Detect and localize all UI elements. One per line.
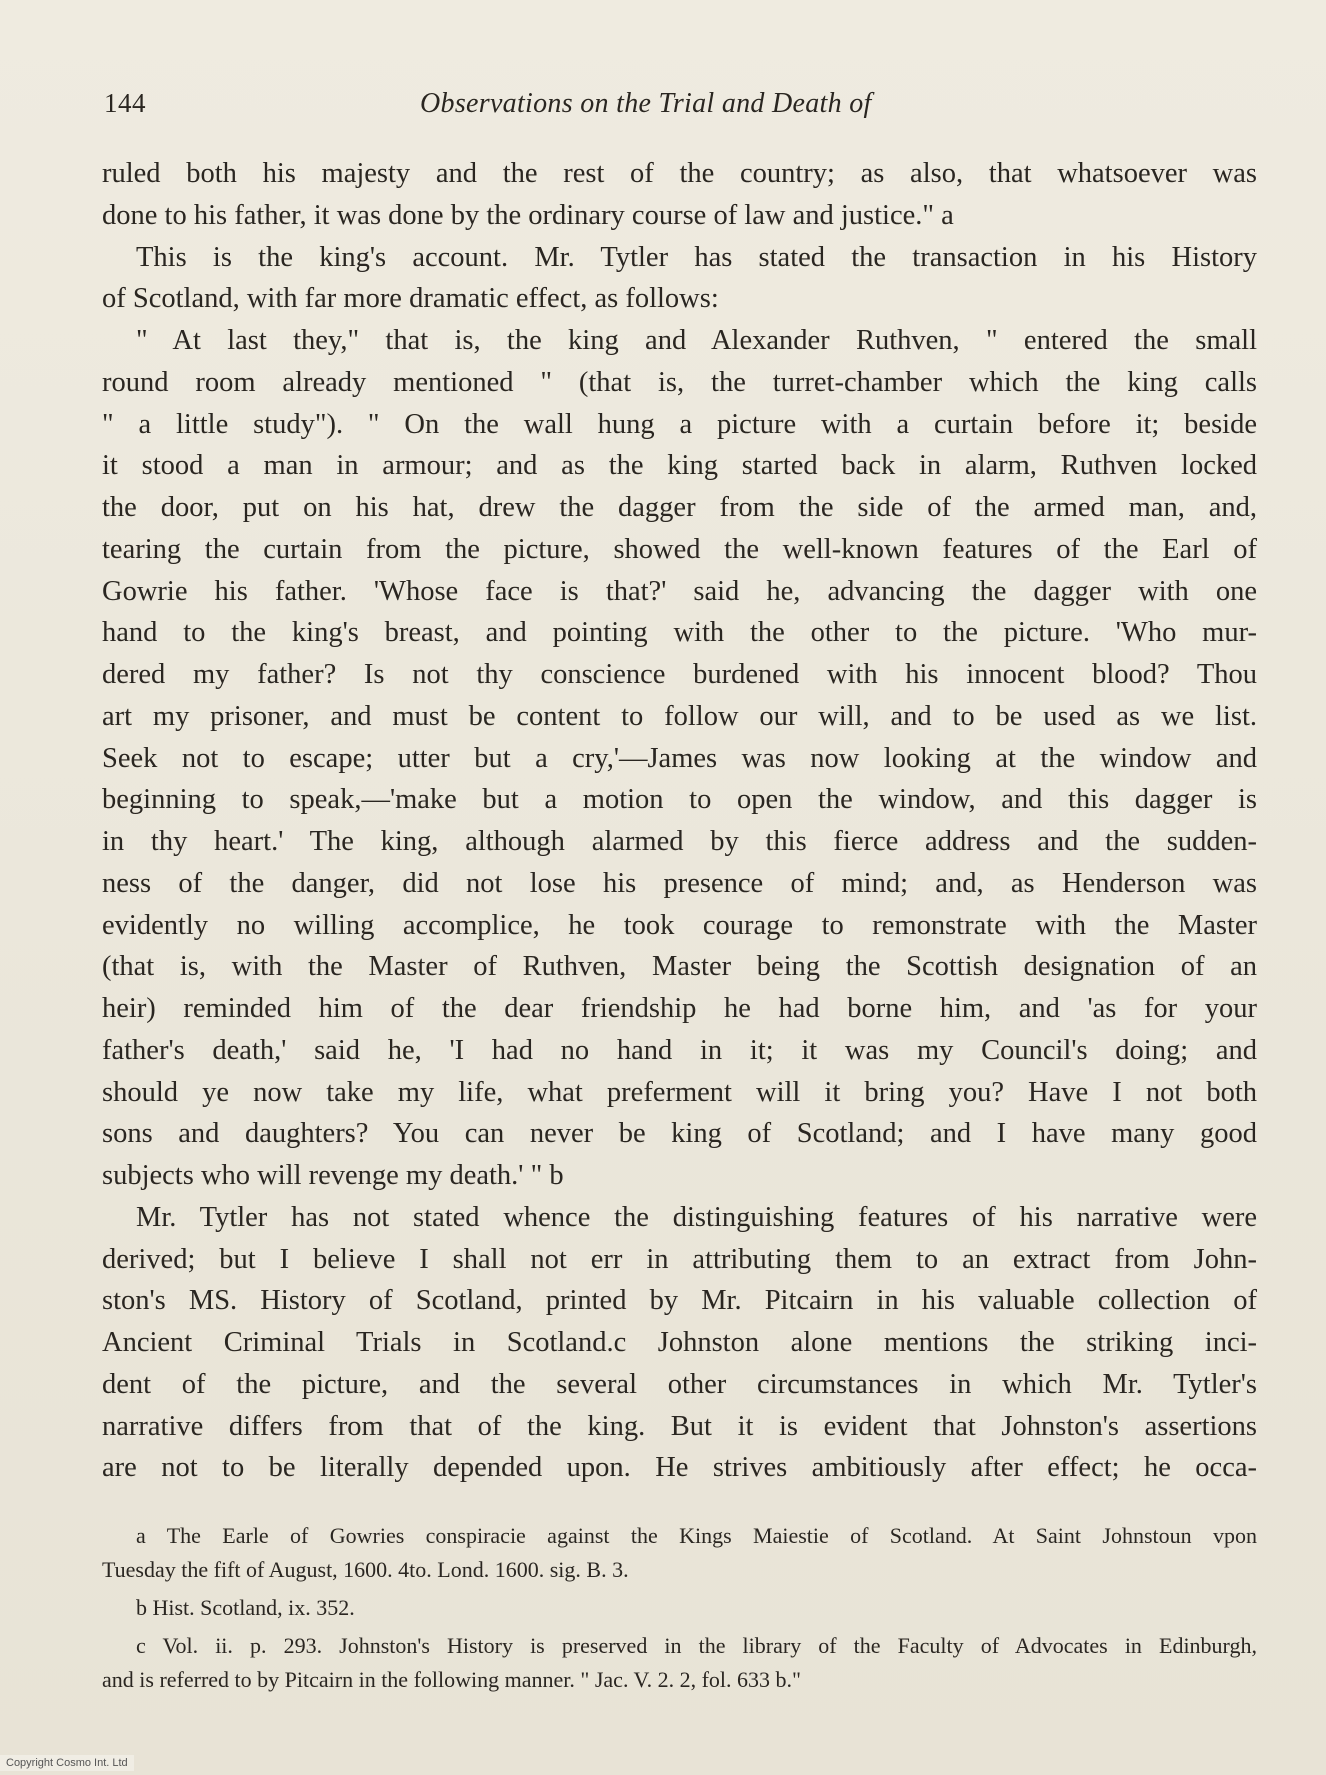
page-number: 144	[104, 88, 146, 118]
text-line: This is the king's account. Mr. Tytler has stated the transaction in his History	[136, 241, 1257, 273]
body-text	[102, 153, 1257, 1489]
footnote-line: a The Earle of Gowries conspiracie against the Kings Maiestie of Scotland. At Saint Johnstoun vpon	[136, 1523, 1257, 1548]
text-line: Gowrie his father. 'Whose face is that?' said he, advancing the dagger with one	[102, 575, 1257, 607]
text-line: evidently no willing accomplice, he took courage to remonstrate with the Master	[102, 909, 1257, 941]
text-line: ness of the danger, did not lose his presence of mind; and, as Henderson was	[102, 867, 1257, 899]
text-line: subjects who will revenge my death.' " b	[102, 1160, 564, 1191]
footnotes	[102, 1519, 1257, 1697]
text-line: of Scotland, with far more dramatic effect, as follows:	[102, 283, 719, 315]
text-line: in thy heart.' The king, although alarmed by this fierce address and the sudden-	[102, 826, 1257, 857]
text-line: the door, put on his hat, drew the dagger from the side of the armed man, and,	[102, 492, 1257, 523]
text-line: " At last they," that is, the king and Alexander Ruthven, " entered the small	[136, 325, 1257, 356]
text-line: narrative differs from that of the king. But it is evident that Johnston's assertions	[102, 1410, 1257, 1442]
text-line: " a little study"). " On the wall hung a picture with a curtain before it; beside	[102, 408, 1257, 440]
footnote-line: c Vol. ii. p. 293. Johnston's History is preserved in the library of the Faculty of Advocates in Edinburgh,	[136, 1633, 1257, 1658]
text-line: derived; but I believe I shall not err in attributing them to an extract from John-	[102, 1243, 1257, 1275]
text-line: father's death,' said he, 'I had no hand in it; it was my Council's doing; and	[102, 1034, 1257, 1066]
text-line: sons and daughters? You can never be king of Scotland; and I have many good	[102, 1118, 1257, 1150]
text-line: are not to be literally depended upon. He strives ambitiously after effect; he occa-	[102, 1452, 1257, 1484]
text-line: hand to the king's breast, and pointing with the other to the picture. 'Who mur-	[102, 617, 1257, 649]
text-line: beginning to speak,—'make but a motion to open the window, and this dagger is	[102, 784, 1257, 816]
footnote-line: and is referred to by Pitcairn in the following manner. " Jac. V. 2. 2, fol. 633 b."	[102, 1667, 802, 1692]
footnote-line: b Hist. Scotland, ix. 352.	[136, 1595, 355, 1620]
text-line: dent of the picture, and the several other circumstances in which Mr. Tytler's	[102, 1368, 1257, 1400]
text-line: round room already mentioned " (that is, the turret-chamber which the king calls	[102, 366, 1257, 398]
text-line: should ye now take my life, what preferment will it bring you? Have I not both	[102, 1076, 1257, 1108]
text-line: Seek not to escape; utter but a cry,'—James was now looking at the window and	[102, 742, 1257, 774]
text-line: tearing the curtain from the picture, showed the well-known features of the Earl of	[102, 533, 1257, 565]
text-line: Ancient Criminal Trials in Scotland.c Johnston alone mentions the striking inci-	[102, 1327, 1257, 1358]
text-line: heir) reminded him of the dear friendship he had borne him, and 'as for your	[102, 993, 1257, 1024]
text-line: ston's MS. History of Scotland, printed by Mr. Pitcairn in his valuable collection of	[102, 1285, 1257, 1317]
text-line: Mr. Tytler has not stated whence the distinguishing features of his narrative were	[136, 1201, 1257, 1233]
page-header	[104, 88, 1254, 128]
text-line: art my prisoner, and must be content to follow our will, and to be used as we list.	[102, 700, 1257, 732]
text-line: done to his father, it was done by the ordinary course of law and justice." a	[102, 199, 954, 231]
copyright-notice: Copyright Cosmo Int. Ltd	[0, 1755, 134, 1771]
text-line: (that is, with the Master of Ruthven, Master being the Scottish designation of an	[102, 951, 1257, 983]
text-line: it stood a man in armour; and as the king started back in alarm, Ruthven locked	[102, 450, 1257, 482]
text-line: dered my father? Is not thy conscience burdened with his innocent blood? Thou	[102, 659, 1257, 690]
running-head: Observations on the Trial and Death of	[420, 88, 872, 119]
text-line: ruled both his majesty and the rest of the country; as also, that whatsoever was	[102, 158, 1257, 189]
footnote-line: Tuesday the fift of August, 1600. 4to. Lond. 1600. sig. B. 3.	[102, 1557, 629, 1582]
